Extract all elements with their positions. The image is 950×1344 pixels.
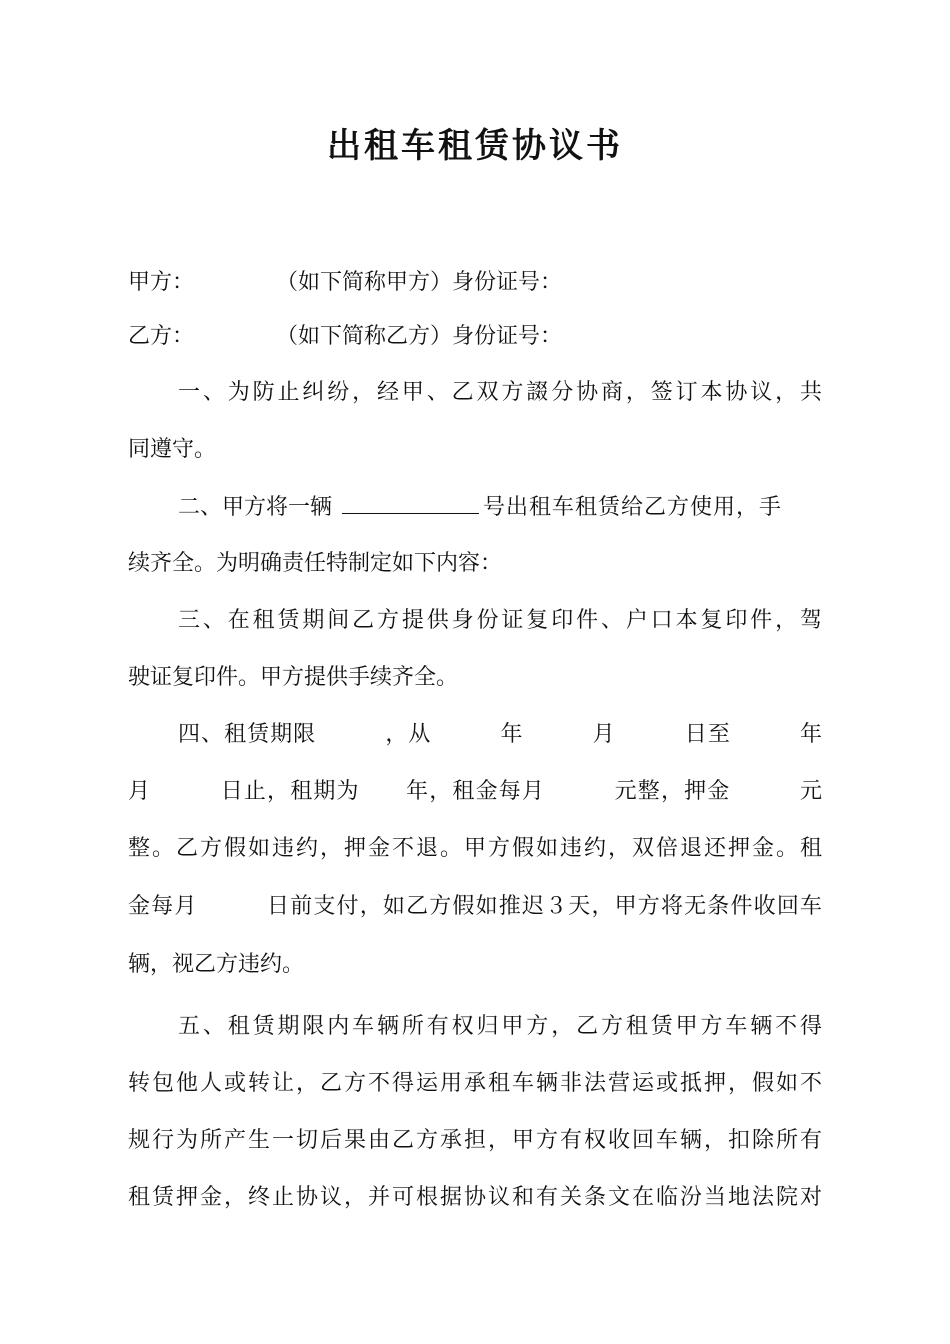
clause-1-line-2: 同遵守。 [128,437,217,462]
party-a-rest: （如下简称甲方）身份证号： [276,270,563,295]
clause-1-line-1: 一、为防止纠纷，经甲、乙双方諁分协商，签订本协议，共 [178,380,822,405]
party-b-rest: （如下简称乙方）身份证号： [276,324,563,349]
clause-4-line-1: 四、租赁期限 ，从 年 月 日至 年 [178,722,822,747]
clause-2-prefix: 二、甲方将一辆 [178,495,333,520]
document-title: 出租车租赁协议书 [327,126,623,166]
clause-5-line-1: 五、租赁期限内车辆所有权归甲方，乙方租赁甲方车辆不得 [178,1014,822,1039]
clause-5-line-3: 规行为所产生一切后果由乙方承担，甲方有权收回车辆，扣除所有 [128,1128,822,1153]
party-a-line [128,267,822,299]
clause-2-line-2: 续齐全。为明确责任特制定如下内容： [128,551,503,576]
party-b-label: 乙方： [128,324,195,349]
clause-2-suffix: 号出租车租赁给乙方使用，手 [483,495,783,520]
clause-2-line-1 [178,491,822,523]
clause-4-line-3: 整。乙方假如违约，押金不退。甲方假如违约，双倍退还押金。租 [128,836,822,861]
clause-4-line-5: 辆，视乙方违约。 [128,952,305,977]
clause-3-line-1: 三、在租赁期间乙方提供身份证复印件、户口本复印件，驾 [178,608,822,633]
clause-5-line-2: 转包他人或转让，乙方不得运用承租车辆非法营运或抵押，假如不 [128,1071,822,1096]
clause-4-line-2: 月 日止，租期为 年，租金每月 元整，押金 元 [128,779,822,804]
plate-number-blank [342,491,479,514]
party-b-line [128,321,822,353]
clause-4-line-4: 金每月 日前支付，如乙方假如推迟３天，甲方将无条件收回车 [128,894,822,919]
clause-3-line-2: 驶证复印件。甲方提供手续齐全。 [128,665,459,690]
clause-5-line-4: 租赁押金，终止协议，并可根据协议和有关条文在临汾当地法院对 [128,1185,822,1210]
party-a-label: 甲方： [128,270,195,295]
